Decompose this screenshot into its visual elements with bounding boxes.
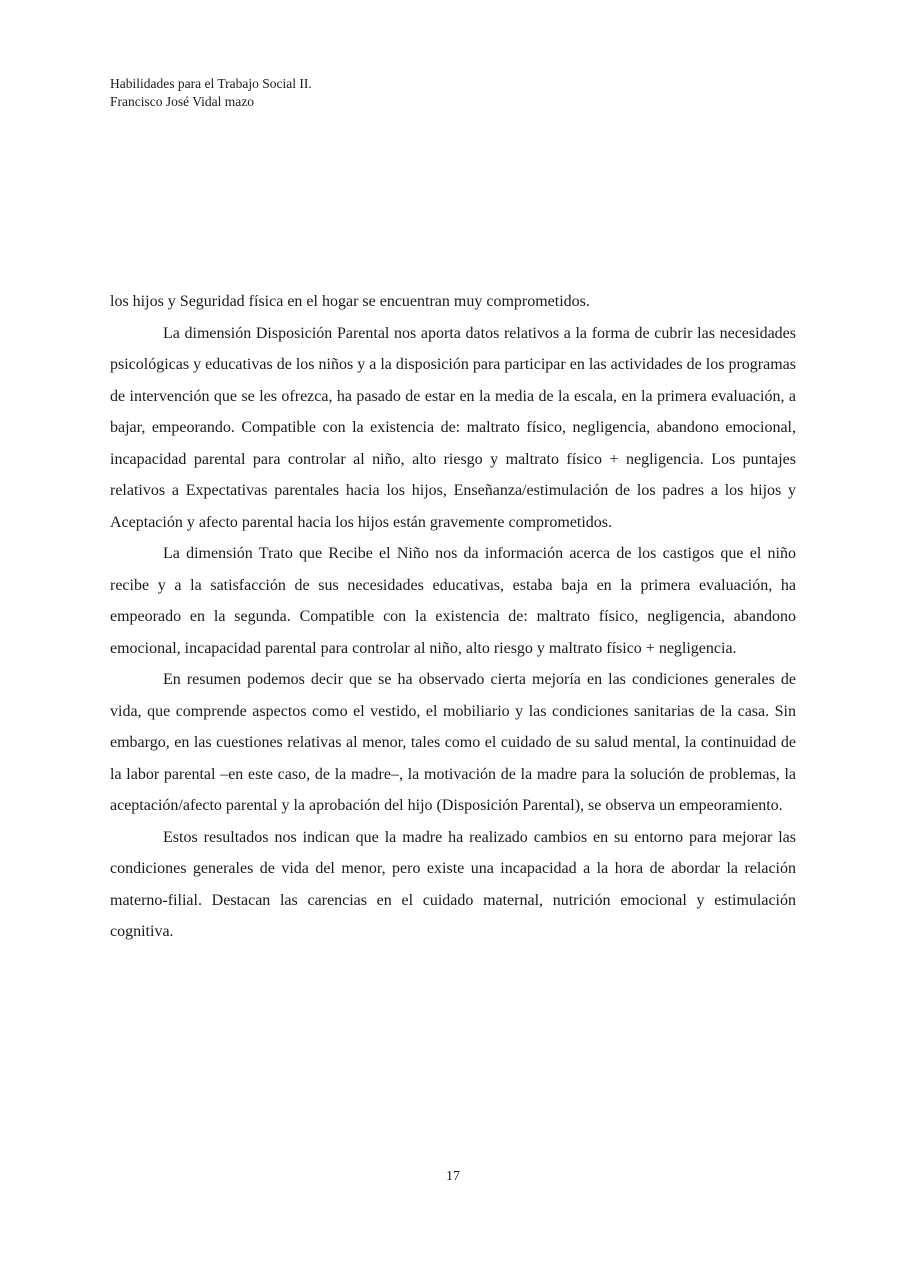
paragraph: Estos resultados nos indican que la madre ha realizado cambios en su entorno para mejorar las condiciones generales de vida del menor, pero existe una incapacidad a la hora de abordar la relación materno-filial. Destacan las carencias en el cuidado maternal, nutrición emocional y estimulación cognitiva.	[110, 828, 796, 940]
header-author: Francisco José Vidal mazo	[110, 94, 255, 109]
paragraph: En resumen podemos decir que se ha observado cierta mejoría en las condiciones generales de vida, que comprende aspectos como el vestido, el mobiliario y las condiciones sanitarias de la casa. Sin embargo, en las cuestiones relativas al menor, tales como el cuidado de su salud mental, la continuidad de la labor parental –en este caso, de la madre–, la motivación de la madre para la solución de problemas, la aceptación/afecto parental y la aprobación del hijo (Disposición Parental), se observa un empeoramiento.	[110, 671, 796, 814]
running-header	[110, 75, 312, 111]
paragraph-continuation: los hijos y Seguridad física en el hogar se encuentran muy comprometidos.	[110, 293, 590, 310]
page-number: 17	[446, 1169, 460, 1184]
body-text	[110, 286, 796, 948]
paragraph: La dimensión Disposición Parental nos aporta datos relativos a la forma de cubrir las necesidades psicológicas y educativas de los niños y a la disposición para participar en las actividades de los programas de intervención que se les ofrezca, ha pasado de estar en la media de la escala, en la primera evaluación, a bajar, empeorando. Compatible con la existencia de: maltrato físico, negligencia, abandono emocional, incapacidad parental para controlar al niño, alto riesgo y maltrato físico + negligencia. Los puntajes relativos a Expectativas parentales hacia los hijos, Enseñanza/estimulación de los padres a los hijos y Aceptación y afecto parental hacia los hijos están gravemente comprometidos.	[110, 324, 796, 531]
header-title: Habilidades para el Trabajo Social II.	[110, 76, 312, 91]
paragraph: La dimensión Trato que Recibe el Niño nos da información acerca de los castigos que el niño recibe y a la satisfacción de sus necesidades educativas, estaba baja en la primera evaluación, ha empeorado en la segunda. Compatible con la existencia de: maltrato físico, negligencia, abandono emocional, incapacidad parental para controlar al niño, alto riesgo y maltrato físico + negligencia.	[110, 545, 796, 657]
